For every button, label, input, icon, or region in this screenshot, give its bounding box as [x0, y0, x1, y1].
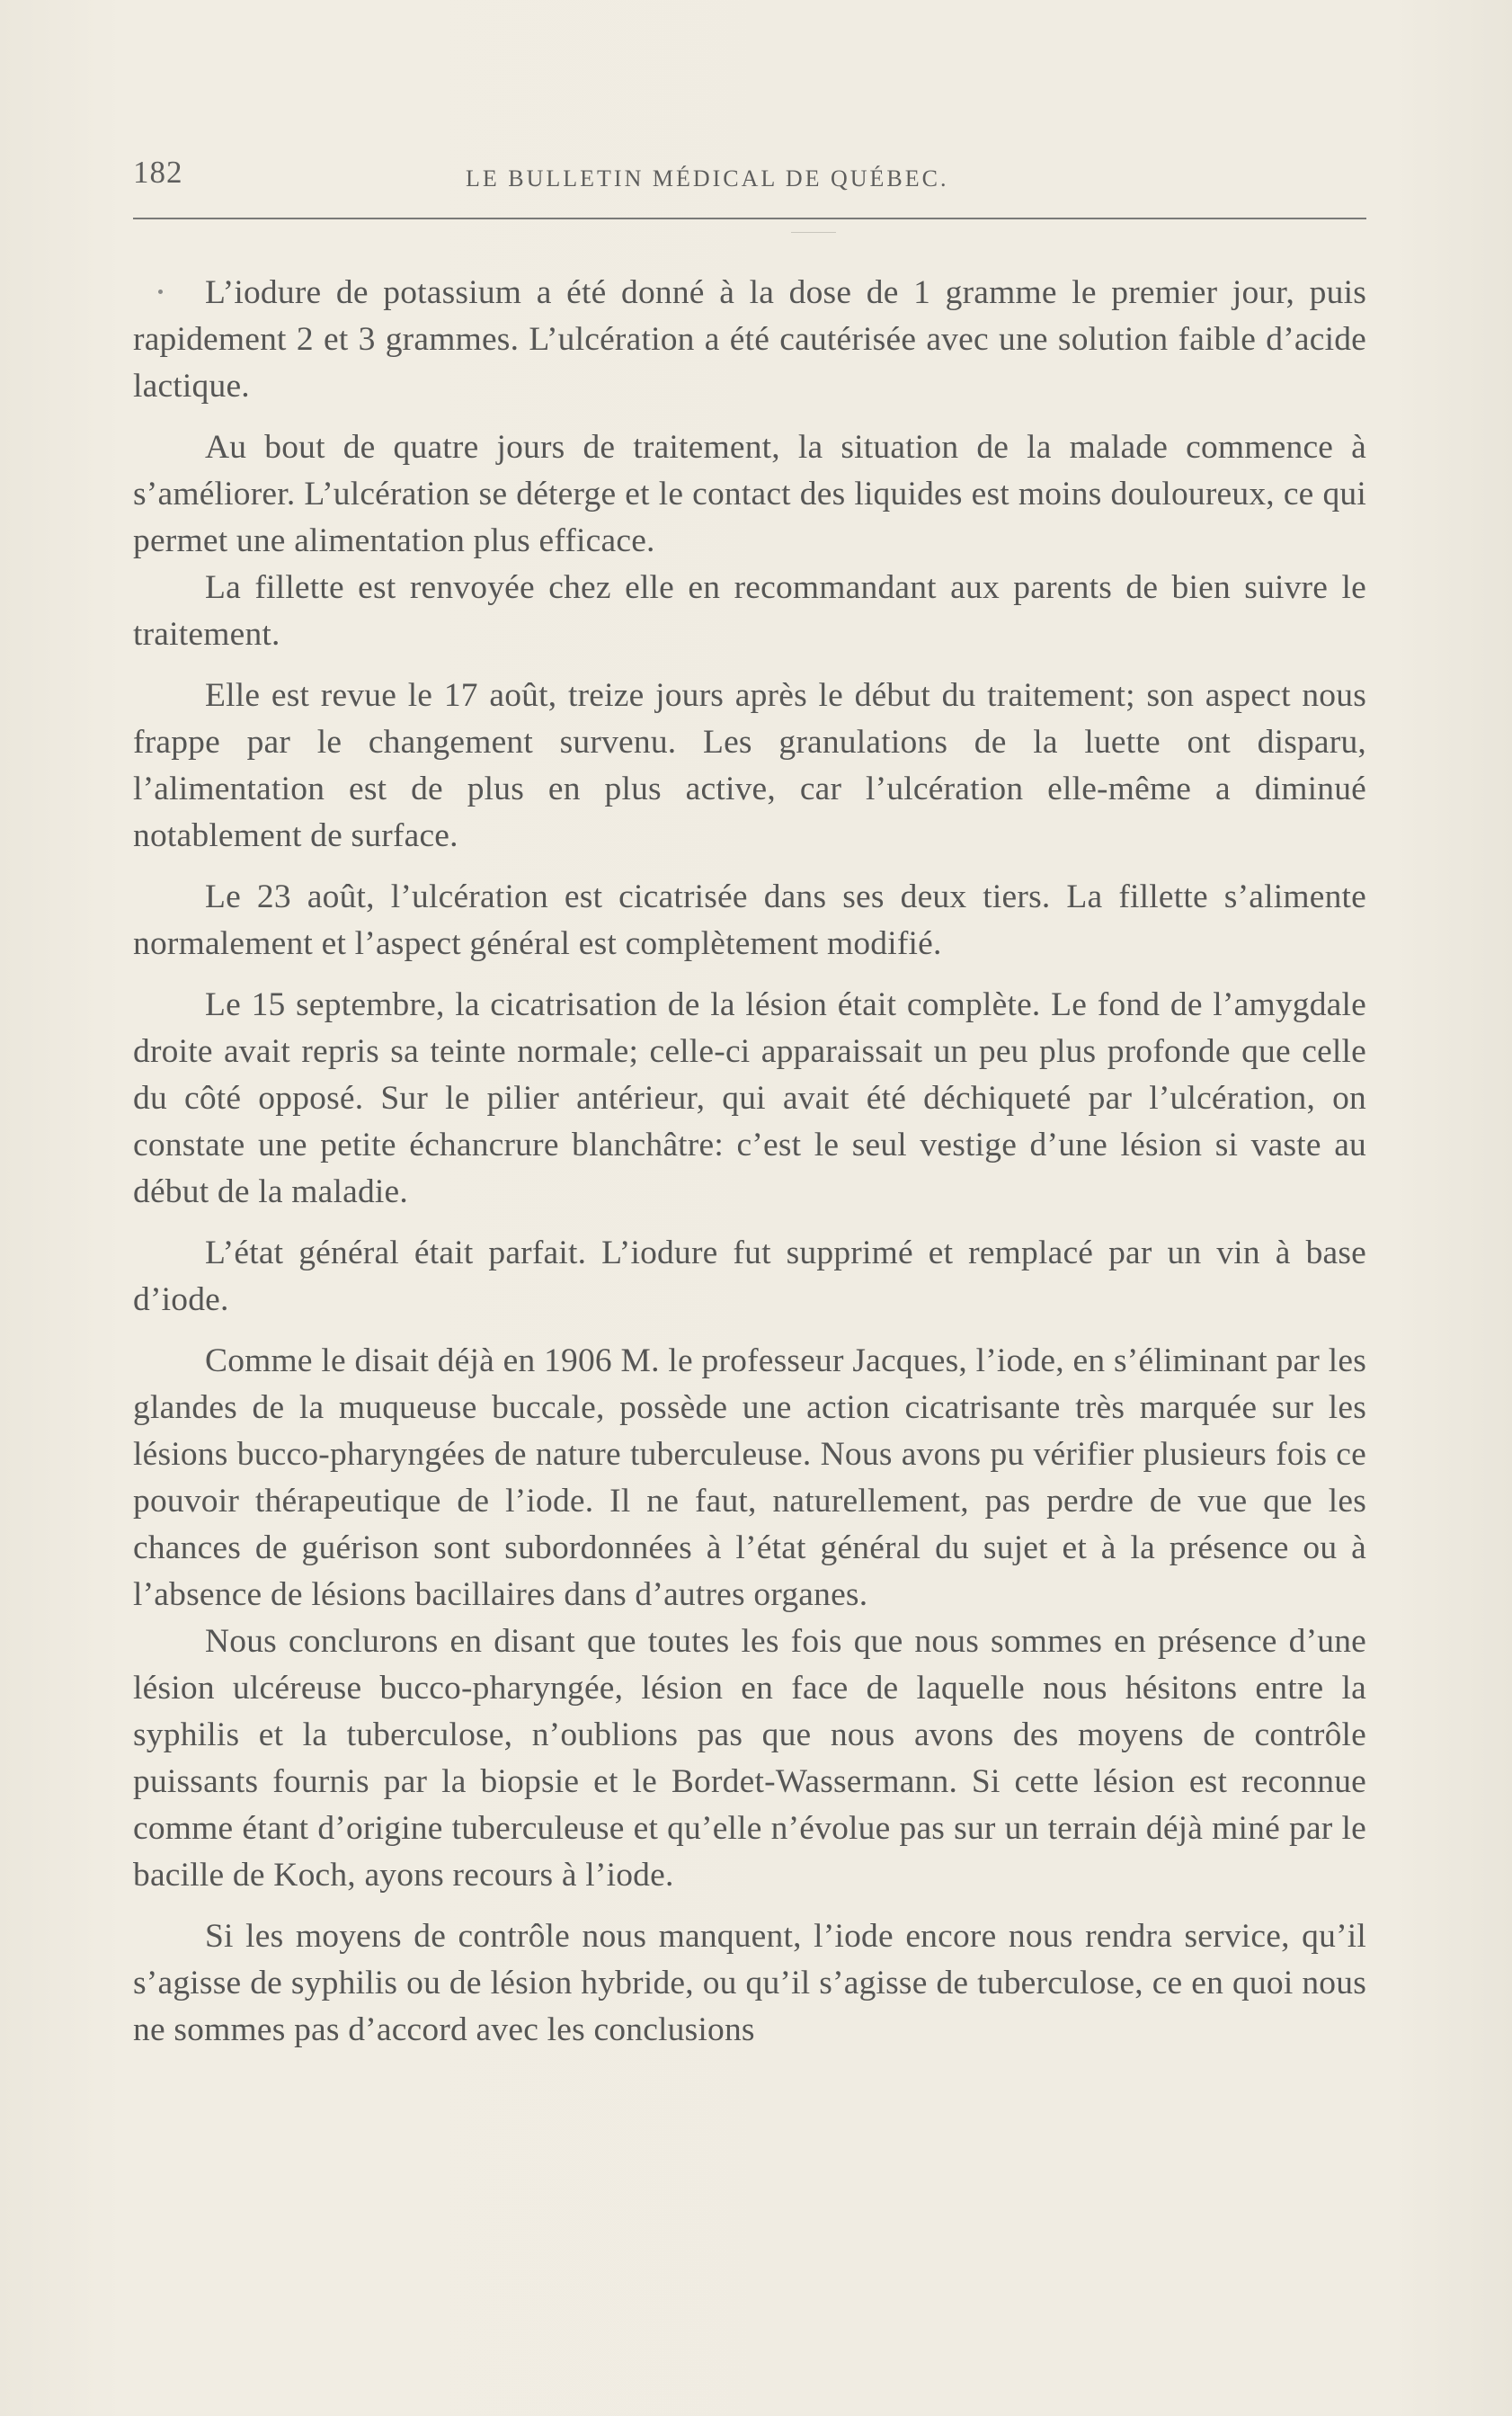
paragraph-iodide-dosage: L’iodure de potassium a été donné à la dose de 1 gramme le premier jour, puis rapidement 2 et 3 grammes. L’ulcération a été cautérisée avec une solution faible d’acide lactique.: [133, 274, 1366, 405]
paragraph-professor-jacques: Comme le disait déjà en 1906 M. le professeur Jacques, l’iode, en s’éliminant par les glandes de la muqueuse buccale, possède une action cicatrisante très marquée sur les lésions bucco-pharyngées de nature tuberculeuse. Nous avons pu vérifier plusieurs fois ce pouvoir thérapeutique de l’iode. Il ne faut, naturellement, pas perdre de vue que les chances de guérison sont subordonnées à l’état général du sujet et à la présence ou à l’absence de lésions bacillaires dans d’autres organes.: [133, 1342, 1366, 1613]
body-text: [133, 270, 1366, 2068]
page-header: [133, 155, 1366, 200]
paragraph-september-15: Le 15 septembre, la cicatrisation de la lésion était complète. Le fond de l’amygdale droite avait repris sa teinte normale; celle-ci apparaissait un peu plus profonde que celle du côté opposé. Sur le pilier antérieur, qui avait été déchiqueté par l’ulcération, on constate une petite échancrure blanchâtre: c’est le seul vestige d’une lésion si vaste au début de la maladie.: [133, 986, 1366, 1210]
paragraph-conclusion: Nous conclurons en disant que toutes les fois que nous sommes en présence d’une lésion ulcéreuse bucco-pharyngée, lésion en face de laquelle nous hésitons entre la syphilis et la tuberculose, n’oublions pas que nous avons des moyens de contrôle puissants fournis par la biopsie et le Bordet-Wassermann. Si cette lésion est reconnue comme étant d’origine tuberculeuse et qu’elle n’évolue pas sur un terrain déjà miné par le bacille de Koch, ayons recours à l’iode.: [133, 1623, 1366, 1894]
running-title: LE BULLETIN MÉDICAL DE QUÉBEC.: [466, 165, 949, 192]
paragraph-august-23: Le 23 août, l’ulcération est cicatrisée dans ses deux tiers. La fillette s’alimente normalement et l’aspect général est complètement modifié.: [133, 878, 1366, 962]
paragraph-general-state: L’état général était parfait. L’iodure fut supprimé et remplacé par un vin à base d’iode.: [133, 1235, 1366, 1318]
paragraph-august-17: Elle est revue le 17 août, treize jours après le début du traitement; son aspect nous frappe par le changement survenu. Les granulations de la luette ont disparu, l’alimentation est de plus en plus active, car l’ulcération elle-même a diminué notablement de surface.: [133, 677, 1366, 854]
header-divider: [133, 218, 1366, 219]
faint-print-mark: [791, 232, 836, 233]
page-number: 182: [133, 155, 183, 190]
paragraph-improvement: Au bout de quatre jours de traitement, la situation de la malade commence à s’améliorer. L’ulcération se déterge et le contact des liquides est moins douloureux, ce qui permet une alimentation plus efficace.: [133, 429, 1366, 559]
paragraph-control-means: Si les moyens de contrôle nous manquent, l’iode encore nous rendra service, qu’il s’agisse de syphilis ou de lésion hybride, ou qu’il s’agisse de tuberculose, ce en quoi nous ne sommes pas d’accord avec les conclusions: [133, 1918, 1366, 2048]
paragraph-sent-home: La fillette est renvoyée chez elle en recommandant aux parents de bien suivre le traitement.: [133, 569, 1366, 653]
